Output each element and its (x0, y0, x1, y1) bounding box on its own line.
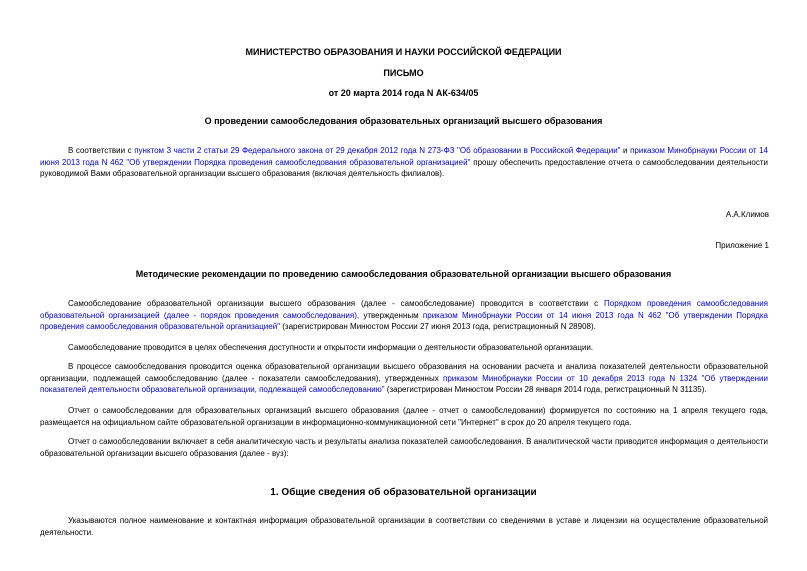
order-1324-link[interactable]: приказом Минобрнауки России от 10 декабря 2013 года N 1324 "Об утверждении показателей деятельности образовательной организации, подлежащей самообследованию" (40, 373, 768, 394)
p1-text-1: Самообследование образовательной организации высшего образования (далее - самообследование) проводится в соответствии с (68, 299, 605, 308)
intro-paragraph (40, 145, 768, 180)
subject-heading: О проведении самообследования образовательных организаций высшего образования (204, 116, 603, 126)
p3-text-2: (зарегистрирован Минюстом России 28 января 2014 года, регистрационный N 31135). (384, 385, 707, 394)
paragraph-4: Отчет о самообследовании для образовательных организаций высшего образования (далее - отчет о самообследовании) формируется по состоянию на 1 апреля текущего года, размещается на официальном сайте образовательной организации в информационно-коммуникационной сети "Интернет" в срок до 20 апреля текущего года. (40, 406, 768, 427)
intro-text-3: прошу обеспечить предоставление отчета о самообследовании деятельности руководимой Вами образовательной организации высшего образования (включая деятельность филиалов). (40, 157, 768, 178)
appendix-label: Приложение 1 (715, 241, 769, 250)
paragraph-3 (40, 361, 768, 396)
date-number-heading: от 20 марта 2014 года N АК-634/05 (328, 88, 479, 98)
p1-text-3: , утвержденным (356, 310, 423, 320)
paragraph-5: Отчет о самообследовании включает в себя аналитическую часть и результаты анализа показателей самообследования. В аналитической части приводится информация о деятельности образовательной организации высшего образования (далее - вуз): (40, 437, 768, 458)
doc-type-heading: ПИСЬМО (383, 68, 424, 78)
paragraph-1 (40, 298, 768, 333)
order-462-link[interactable]: приказом Минобрнауки России от 14 июня 2013 года N 462 "Об утверждении Порядка проведения самообследования образовательной организацией" (40, 146, 768, 167)
p3-text-1: В процессе самообследования проводится оценка образовательной организации высшего образования на основании расчета и анализа показателей деятельности образовательной организации, подлежащей самообследованию (далее - показатели самообследования), утвержденных (40, 362, 768, 383)
p1-text-4: (зарегистрирован Минюстом России 27 июня 2013 года, регистрационный N 28908). (280, 322, 596, 331)
section-1-text: Указываются полное наименование и контактная информация образовательной организации в соответствии со сведениями в уставе и лицензии на осуществление образовательной деятельности. (40, 516, 768, 537)
procedure-abbrev-link[interactable]: (далее - порядок проведения самообследования) (163, 310, 357, 320)
ministry-heading: МИНИСТЕРСТВО ОБРАЗОВАНИЯ И НАУКИ РОССИЙСКОЙ ФЕДЕРАЦИИ (245, 47, 562, 57)
paragraph-2: Самообследование проводится в целях обеспечения доступности и открытости информации о деятельности образовательной организации. (68, 343, 594, 352)
signature: А.А.Климов (725, 210, 769, 219)
section-1-title: 1. Общие сведения об образовательной организации (270, 487, 537, 498)
law-link[interactable]: пунктом 3 части 2 статьи 29 Федерального закона от 29 декабря 2012 года N 273-ФЗ "Об образовании в Российской Федерации" (134, 146, 621, 155)
recommendations-title: Методические рекомендации по проведению самообследования образовательной организации высшего образования (135, 269, 672, 279)
procedure-link[interactable]: Порядком проведения самообследования образовательной организацией (40, 299, 769, 320)
intro-text-2: и (620, 146, 631, 155)
order-462-link-2[interactable]: приказом Минобрнауки России от 14 июня 2013 года N 462 "Об утверждении Порядка проведения самообследования образовательной организацией" (40, 310, 768, 331)
intro-text-1: В соответствии с (68, 146, 135, 155)
